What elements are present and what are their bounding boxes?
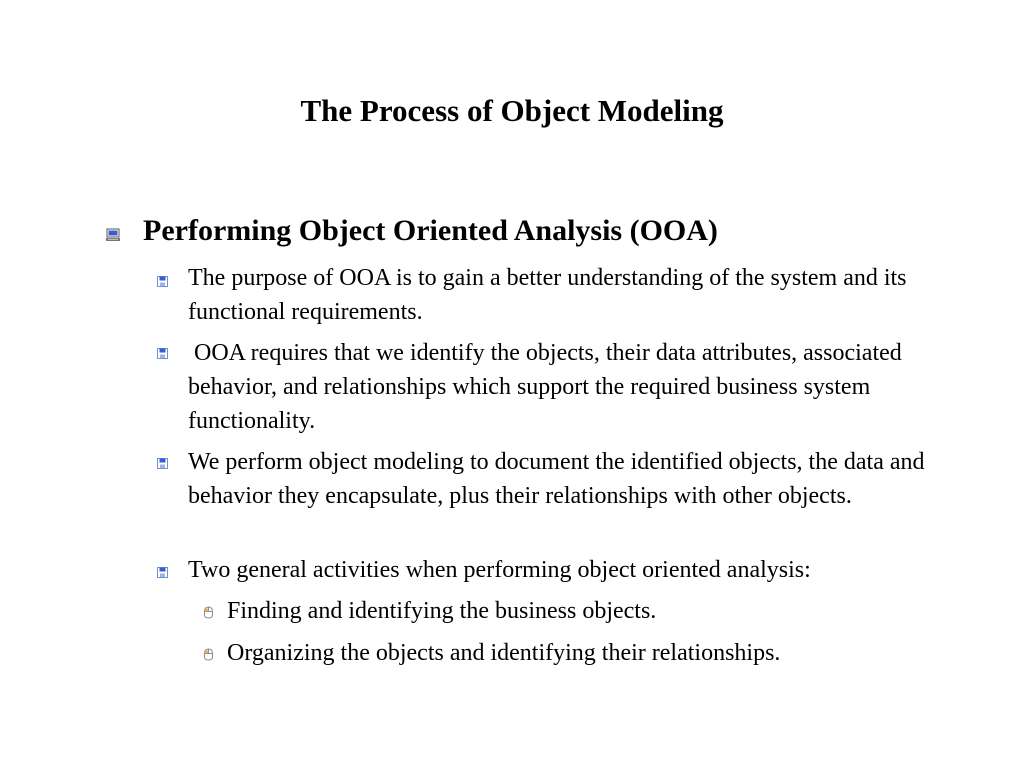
floppy-disk-icon <box>157 567 168 578</box>
sub-list-item-1: Finding and identifying the business objects. <box>227 598 657 624</box>
list-item-4: Two general activities when performing object oriented analysis: <box>188 557 811 583</box>
mouse-icon <box>203 648 214 661</box>
floppy-disk-icon <box>157 276 168 287</box>
slide-title: The Process of Object Modeling <box>300 93 724 128</box>
floppy-disk-icon <box>157 458 168 469</box>
list-item-1: The purpose of OOA is to gain a better understanding of the system and its functional requirements. <box>188 265 907 325</box>
sub-list-item-2: Organizing the objects and identifying their relationships. <box>227 640 781 666</box>
floppy-disk-icon <box>157 348 168 359</box>
mouse-icon <box>203 606 214 619</box>
list-item-2: OOA requires that we identify the objects, their data attributes, associated behavior, and relationships which support the required business system functionality. <box>188 340 908 434</box>
list-item-3: We perform object modeling to document the identified objects, the data and behavior they encapsulate, plus their relationships with other objects. <box>188 449 925 509</box>
computer-icon <box>106 228 120 241</box>
section-heading: Performing Object Oriented Analysis (OOA) <box>143 214 718 247</box>
